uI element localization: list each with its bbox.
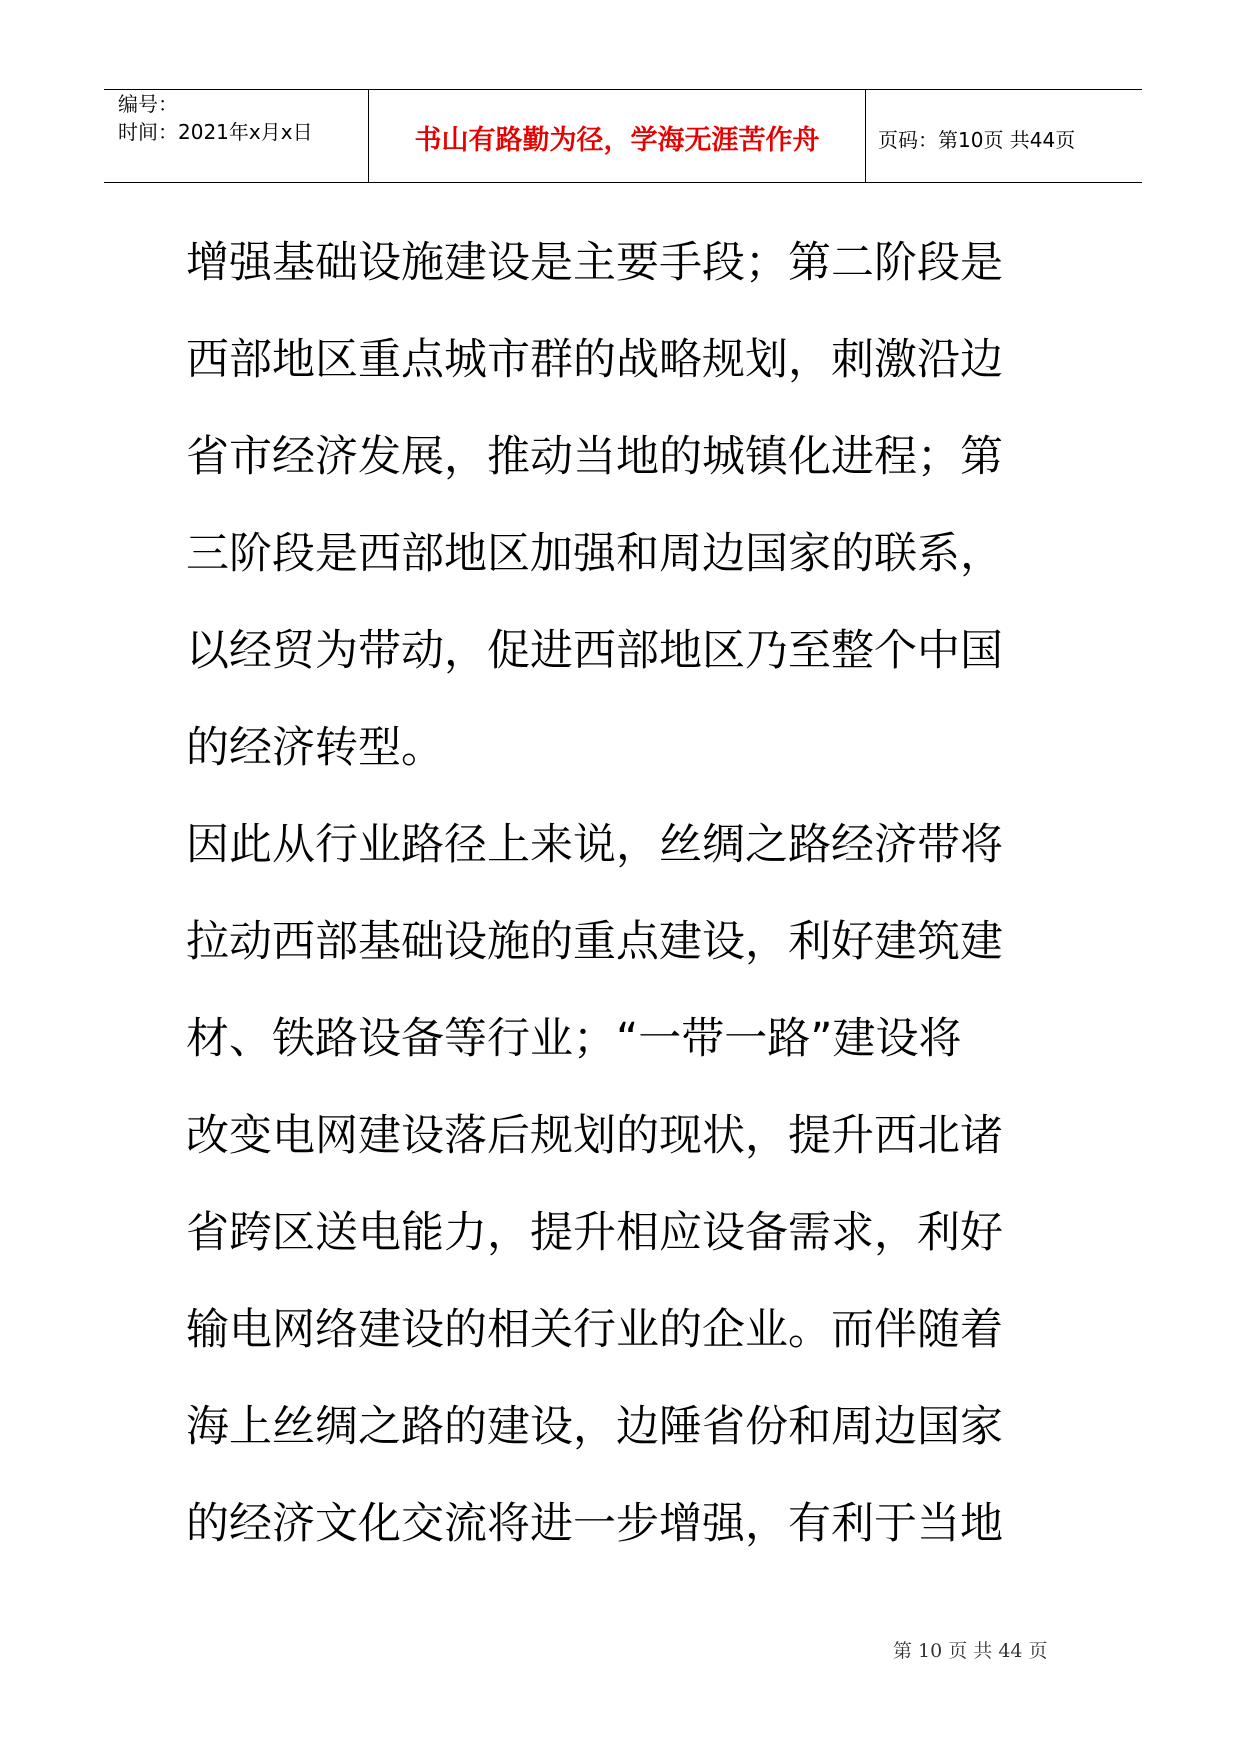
text-line: 的经济转型。 <box>186 723 444 773</box>
text-line: 增强基础设施建设是主要手段；第二阶段是 <box>186 238 1003 288</box>
text-line: 输电网络建设的相关行业的企业。而伴随着 <box>186 1305 1003 1355</box>
header-motto-cell <box>369 90 866 182</box>
text-line: 三阶段是西部地区加强和周边国家的联系， <box>186 529 1003 579</box>
motto-text: 书山有路勤为径，学海无涯苦作舟 <box>414 125 820 156</box>
text-line: 省跨区送电能力，提升相应设备需求，利好 <box>186 1208 1003 1258</box>
text-line: 海上丝绸之路的建设，边陲省份和周边国家 <box>186 1402 1003 1452</box>
time-label: 时间：2021年x月x日 <box>118 120 313 144</box>
doc-number-label: 编号： <box>118 92 178 116</box>
text-line: 的经济文化交流将进一步增强，有利于当地 <box>186 1499 1003 1549</box>
page-code: 页码：第10页 共44页 <box>878 128 1076 152</box>
document-header <box>104 89 1142 183</box>
text-line: 拉动西部基础设施的重点建设，利好建筑建 <box>186 917 1003 967</box>
body-text <box>186 215 1086 1573</box>
header-page-cell <box>866 90 1142 182</box>
text-line: 以经贸为带动，促进西部地区乃至整个中国 <box>186 626 1003 676</box>
text-line: 省市经济发展，推动当地的城镇化进程；第 <box>186 432 1003 482</box>
text-line: 因此从行业路径上来说，丝绸之路经济带将 <box>186 820 1003 870</box>
page-footer: 第 10 页 共 44 页 <box>893 1640 1048 1662</box>
header-meta-cell <box>104 90 369 182</box>
text-line: 材、铁路设备等行业；“一带一路”建设将 <box>186 1014 962 1064</box>
text-line: 西部地区重点城市群的战略规划，刺激沿边 <box>186 335 1003 385</box>
text-line: 改变电网建设落后规划的现状，提升西北诸 <box>186 1111 1003 1161</box>
